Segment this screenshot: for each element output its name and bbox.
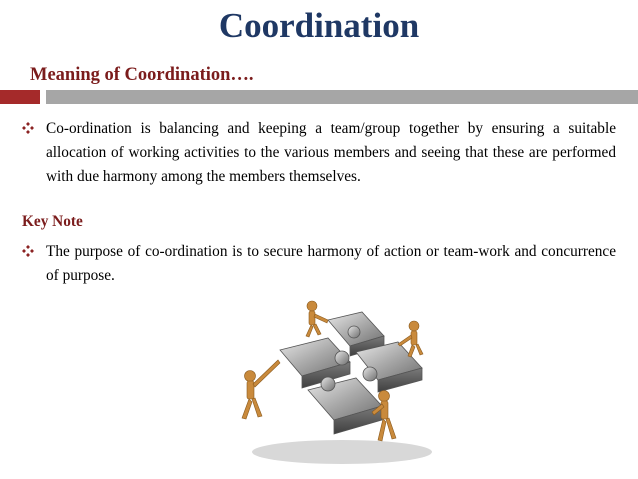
puzzle-teamwork-illustration	[232, 292, 442, 468]
bullet-text: The purpose of co-ordination is to secure harmony of action or team-work and concurrence of purpose.	[46, 243, 616, 284]
key-note-heading: Key Note	[22, 213, 83, 230]
slide-subtitle: Meaning of Coordination….	[30, 65, 254, 85]
bullet-text: Co-ordination is balancing and keeping a team/group together by ensuring a suitable allocation of working activities to the various members and seeing that these are performed with due harmony among the members themselves.	[46, 120, 616, 185]
accent-bar-grey	[46, 90, 638, 104]
slide-title: Coordination	[218, 6, 420, 45]
accent-bar-red	[0, 90, 40, 104]
diamond-bullet-icon	[22, 240, 46, 288]
bullet-item	[22, 117, 618, 189]
bullet-item	[22, 240, 618, 288]
diamond-bullet-icon	[22, 117, 46, 189]
